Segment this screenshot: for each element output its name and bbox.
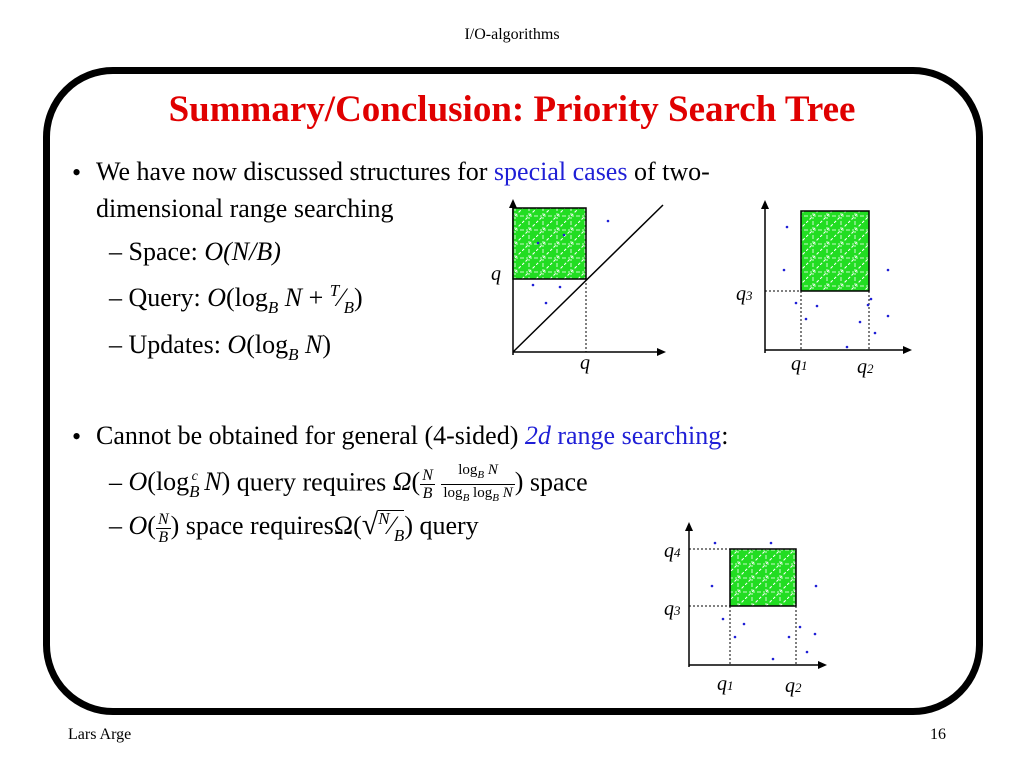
lb2-space-requires: space requires bbox=[179, 511, 334, 540]
lb1-omega: Ω( $\frac{N}{B}$ $\frac{\log_B N}{\log_B \log_B N}$ ) bbox=[392, 462, 524, 504]
lb2-query: query bbox=[412, 511, 479, 540]
header-text: I/O-algorithms bbox=[464, 26, 560, 43]
lb1-formula: $O(\log_B^c$ N) bbox=[128, 467, 231, 502]
lb1-space: space bbox=[523, 467, 588, 497]
lb2-omega: $\Omega(√^N⁄_B)$ bbox=[333, 508, 413, 545]
query-region bbox=[513, 208, 586, 279]
query-region bbox=[801, 211, 869, 291]
lb1-query-requires: query requires bbox=[230, 467, 387, 497]
bullet-dot: • bbox=[72, 422, 82, 451]
bullet-1-highlight: special cases bbox=[493, 157, 628, 186]
bullet-1-pre: We have now discussed structures for bbox=[96, 157, 494, 186]
bullet-2-highlight: range searching bbox=[550, 421, 722, 450]
label-q-y: q bbox=[491, 263, 501, 285]
label-q1: q1 bbox=[791, 353, 808, 375]
sub-lower-bound-1: – $O(\log_B^c$ N) query requires Ω( $\frac{N}{B}$ $\frac{\log_B N}{\log_B \log_B N}$ ) space bbox=[109, 462, 588, 504]
bullet-2-post: : bbox=[721, 421, 729, 450]
query-formula: $O(\log_B$ $N + ^T⁄_B$) bbox=[207, 281, 363, 317]
diagram-diagonal bbox=[480, 195, 680, 365]
label-q2-b: q2 bbox=[785, 675, 802, 697]
query-region bbox=[730, 549, 796, 606]
bullet-1-line-1 bbox=[96, 157, 710, 187]
sub-lower-bound-2: – O( $\frac{N}{B}$ ) space $requires\Omega(√^N⁄_B)$ query bbox=[109, 508, 479, 546]
label-q2: q2 bbox=[857, 356, 874, 378]
bullet-1-post: of two- bbox=[627, 157, 710, 186]
space-value: O(N/B) bbox=[204, 237, 281, 266]
bullet-dot: • bbox=[72, 158, 82, 187]
bullet-1-line-2: dimensional range searching bbox=[96, 194, 394, 223]
bullet-2-pre: Cannot be obtained for general (4-sided) bbox=[96, 421, 525, 450]
updates-label: Updates: bbox=[128, 330, 228, 359]
label-q3: q3 bbox=[736, 283, 753, 305]
sub-query: – Query: $O(\log_B$ $N + ^T⁄_B$) bbox=[109, 281, 363, 317]
label-q-x: q bbox=[580, 352, 590, 374]
query-label: Query: bbox=[128, 283, 208, 312]
space-label: Space: bbox=[128, 237, 205, 266]
sub-updates: – Updates: $O(\log_B$ N) bbox=[109, 330, 331, 364]
bullet-2-line bbox=[96, 421, 728, 451]
footer-author: Lars Arge bbox=[68, 726, 132, 743]
bullet-2-highlight-2d: 2d bbox=[524, 421, 551, 450]
diagram-three-sided bbox=[750, 195, 920, 365]
lb2-formula: O( $\frac{N}{B}$ ) bbox=[128, 510, 180, 546]
updates-formula: $O(\log_B$ N) bbox=[227, 330, 331, 364]
footer-page-number: 16 bbox=[930, 726, 946, 743]
slide-title: Summary/Conclusion: Priority Search Tree bbox=[168, 89, 856, 130]
label-q1-b: q1 bbox=[717, 673, 734, 695]
sub-space: – Space: O(N/B) bbox=[109, 237, 281, 266]
label-q3-b: q3 bbox=[664, 598, 681, 620]
diagram-four-sided bbox=[675, 515, 855, 675]
label-q4: q4 bbox=[664, 540, 681, 562]
